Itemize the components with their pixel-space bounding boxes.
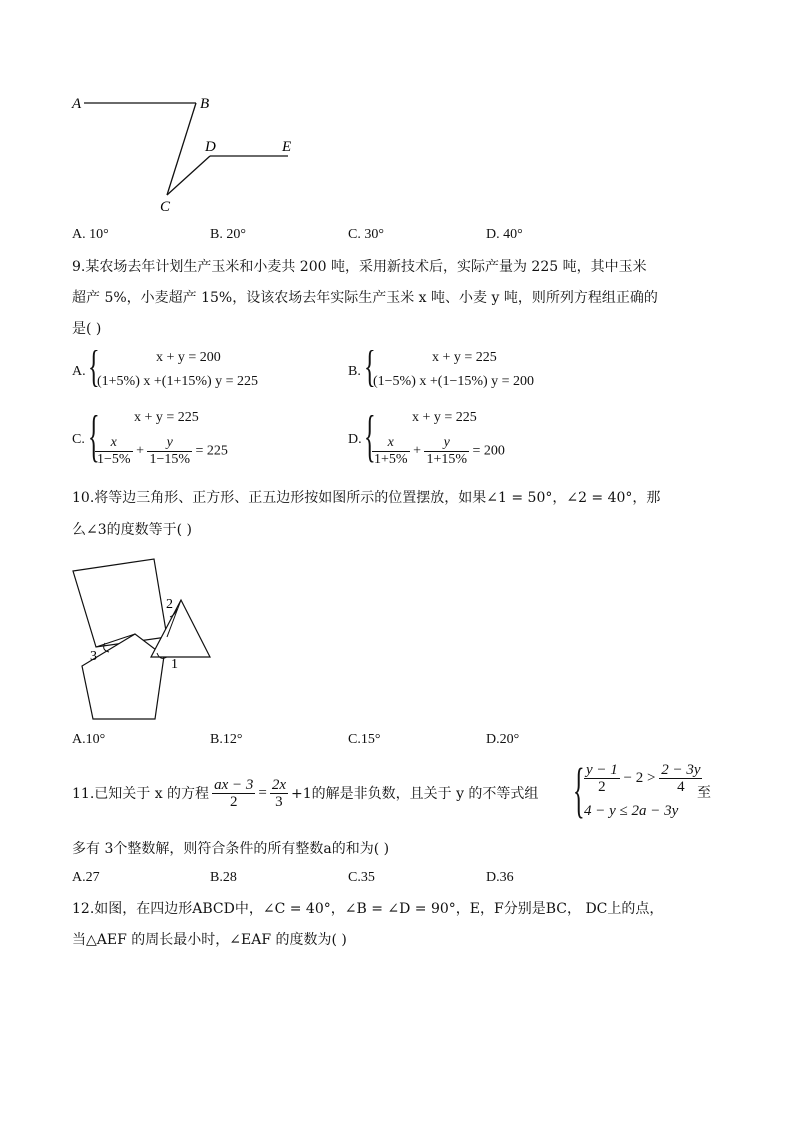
q11-sys-num2: 2 − 3y xyxy=(661,762,701,778)
q10-line-1: 10.将等边三角形、正方形、正五边形按如图所示的位置摆放，如果∠1 = 50°，∠2 = 40°，那 xyxy=(72,490,661,506)
q9-option-c-eq2: $\frac{x}{1-5\%}$ + $\frac{y}{1-15\%}$ = 225 xyxy=(97,435,228,467)
pentagon-shape xyxy=(82,634,164,719)
q9-option-a-brace: { xyxy=(88,342,100,391)
q9-option-d-eq1: x + y = 225 xyxy=(412,410,477,425)
q8-figure xyxy=(60,90,310,220)
q11-sys-den1: 2 xyxy=(598,779,606,795)
q11-sys-mid: − 2 > xyxy=(623,769,656,786)
q9-option-b-label[interactable]: B. xyxy=(348,364,361,379)
q8-option-b[interactable]: B. 20° xyxy=(210,227,246,242)
q9-option-b-brace: { xyxy=(364,342,376,391)
q9-c-num2: y xyxy=(147,435,192,452)
q9-c-rhs: = 225 xyxy=(195,443,228,459)
q11-eq-tail: +1的解是非负数，且关于 y 的不等式组 xyxy=(290,786,539,802)
q11-option-b[interactable]: B.28 xyxy=(210,870,237,885)
q11-line-2: 多有 3个整数解，则符合条件的所有整数a的和为( ) xyxy=(72,841,390,857)
q9-option-a-label[interactable]: A. xyxy=(72,364,86,379)
square-shape xyxy=(73,559,167,647)
q9-option-b-eq1: x + y = 225 xyxy=(432,350,497,365)
q9-c-num1: x xyxy=(95,435,133,452)
q8-option-c[interactable]: C. 30° xyxy=(348,227,384,242)
q11-prefix: 11.已知关于 x 的方程 xyxy=(72,786,210,802)
q9-option-d-eq2: $\frac{x}{1+5\%}$ + $\frac{y}{1+15\%}$ = 200 xyxy=(374,435,505,467)
q9-option-d-brace: { xyxy=(364,404,376,468)
q11-sys-den2: 4 xyxy=(677,779,685,795)
q8-option-d[interactable]: D. 40° xyxy=(486,227,523,242)
q11-line-1 xyxy=(72,768,538,818)
q11-eq-num2: 2x xyxy=(271,776,286,793)
label-A: A xyxy=(72,96,82,112)
q10-option-a[interactable]: A.10° xyxy=(72,732,106,747)
angle-3-label: 3 xyxy=(90,649,97,664)
q12-line-1: 12.如图，在四边形ABCD中，∠C = 40°，∠B = ∠D = 90°，E，F分别是BC， DC上的点， xyxy=(72,901,664,917)
q9-line-1: 9.某农场去年计划生产玉米和小麦共 200 吨，采用新技术后，实际产量为 225 吨，其中玉米 xyxy=(72,259,647,275)
q9-d-rhs: = 200 xyxy=(472,443,505,459)
q9-option-a-eq2: (1+5%) x +(1+15%) y = 225 xyxy=(97,374,259,389)
label-C: C xyxy=(160,199,171,215)
q11-system-line-2: 4 − y ≤ 2a − 3y xyxy=(584,803,679,819)
q10-option-c[interactable]: C.15° xyxy=(348,732,381,747)
q9-d-num1: x xyxy=(372,435,410,452)
label-E: E xyxy=(282,139,292,155)
q11-eq-num1: ax − 3 xyxy=(214,776,254,793)
q11-option-d[interactable]: D.36 xyxy=(486,870,514,885)
label-B: B xyxy=(200,96,210,112)
q9-line-3: 是( ) xyxy=(72,321,102,337)
q9-option-a-eq1: x + y = 200 xyxy=(156,350,221,365)
q9-d-num2: y xyxy=(424,435,469,452)
q10-figure xyxy=(65,555,225,727)
q11-eq-den2: 3 xyxy=(275,793,283,810)
q9-option-c-eq1: x + y = 225 xyxy=(134,410,199,425)
q11-sys-num1: y − 1 xyxy=(586,762,618,778)
q12-line-2: 当△AEF 的周长最小时，∠EAF 的度数为( ) xyxy=(72,932,347,948)
angle-2-label: 2 xyxy=(166,597,173,612)
q11-option-c[interactable]: C.35 xyxy=(348,870,375,885)
q11-eq-den1: 2 xyxy=(229,793,238,810)
q11-suffix: 至 xyxy=(697,785,711,801)
q11-option-a[interactable]: A.27 xyxy=(72,870,100,885)
q9-d-den1: 1+5% xyxy=(374,452,408,467)
angle-1-label: 1 xyxy=(171,657,178,672)
q8-option-a[interactable]: A. 10° xyxy=(72,227,109,242)
q9-c-den2: 1−15% xyxy=(149,452,191,467)
q11-system-line-1 xyxy=(584,762,702,795)
q11-system-brace: { xyxy=(573,755,585,825)
q9-line-2: 超产 5%，小麦超产 15%，设该农场去年实际生产玉米 x 吨、小麦 y 吨，则所列方程组正确的 xyxy=(72,290,658,306)
q9-option-b-eq2: (1−5%) x +(1−15%) y = 200 xyxy=(373,374,535,389)
label-D: D xyxy=(205,139,216,155)
q9-d-den2: 1+15% xyxy=(426,452,468,467)
q10-option-d[interactable]: D.20° xyxy=(486,732,520,747)
q10-option-b[interactable]: B.12° xyxy=(210,732,243,747)
q9-option-c-label[interactable]: C. xyxy=(72,432,85,447)
q11-eq-mid: = xyxy=(258,784,267,801)
q9-c-den1: 1−5% xyxy=(97,452,131,467)
q10-line-2: 么∠3的度数等于( ) xyxy=(72,522,193,538)
q9-option-d-label[interactable]: D. xyxy=(348,432,362,447)
q9-option-c-brace: { xyxy=(88,404,100,468)
